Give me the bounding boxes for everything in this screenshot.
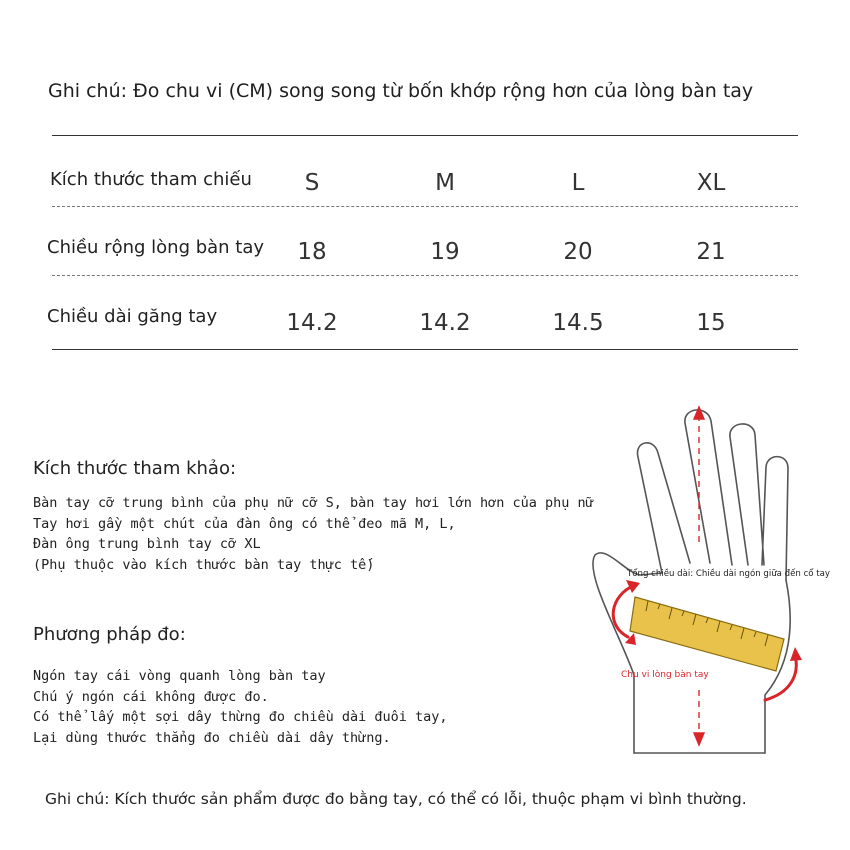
measuring-tape-icon [630, 597, 784, 671]
method-line: Chú ý ngón cái không được đo. [33, 688, 269, 705]
size-s: S [304, 170, 320, 196]
method-line: Lại dùng thước thẳng đo chiều dài dây thừng. [33, 729, 391, 746]
reference-line: Tay hơi gầy một chút của đàn ông có thể đeo mã M, L, [33, 515, 456, 532]
footer-note: Ghi chú: Kích thước sản phẩm được đo bằng tay, có thể có lỗi, thuộc phạm vi bình thường. [45, 790, 747, 808]
method-text [33, 666, 448, 748]
method-heading: Phương pháp đo: [33, 624, 186, 645]
glove-length-xl: 15 [696, 310, 726, 336]
length-label: Tổng chiều dài: Chiều dài ngón giữa đến cổ tay [627, 569, 831, 579]
reference-line: (Phụ thuộc vào kích thước bàn tay thực tế) [33, 556, 375, 573]
size-xl: XL [696, 170, 726, 196]
reference-text [33, 493, 594, 575]
palm-width-m: 19 [430, 239, 460, 265]
row-divider [52, 206, 798, 207]
size-l: L [571, 170, 585, 196]
palm-width-l: 20 [563, 239, 593, 265]
header-label: Kích thước tham chiếu [50, 169, 252, 190]
glove-length-s: 14.2 [286, 310, 338, 336]
row-label-palm-width: Chiều rộng lòng bàn tay [47, 237, 265, 258]
reference-heading: Kích thước tham khảo: [33, 458, 237, 479]
table-bottom-rule [52, 349, 798, 350]
size-m: M [435, 170, 455, 196]
method-line: Có thể lấy một sợi dây thừng đo chiều dài đuôi tay, [33, 709, 448, 725]
row-label-glove-length: Chiều dài găng tay [47, 306, 218, 327]
reference-line: Đàn ông trung bình tay cỡ XL [33, 536, 261, 552]
table-top-rule [52, 135, 798, 136]
glove-length-m: 14.2 [419, 310, 471, 336]
palm-width-s: 18 [297, 239, 327, 265]
row-divider [52, 275, 798, 276]
hand-outline-icon [593, 410, 790, 753]
circumference-label: Chu vi lòng bàn tay [621, 670, 709, 680]
glove-length-l: 14.5 [552, 310, 604, 336]
method-line: Ngón tay cái vòng quanh lòng bàn tay [33, 668, 326, 684]
reference-line: Bàn tay cỡ trung bình của phụ nữ cỡ S, bàn tay hơi lớn hơn của phụ nữ [33, 495, 594, 511]
hand-measurement-diagram [590, 395, 840, 770]
palm-width-xl: 21 [696, 239, 726, 265]
top-note: Ghi chú: Đo chu vi (CM) song song từ bốn khớp rộng hơn của lòng bàn tay [48, 80, 754, 102]
